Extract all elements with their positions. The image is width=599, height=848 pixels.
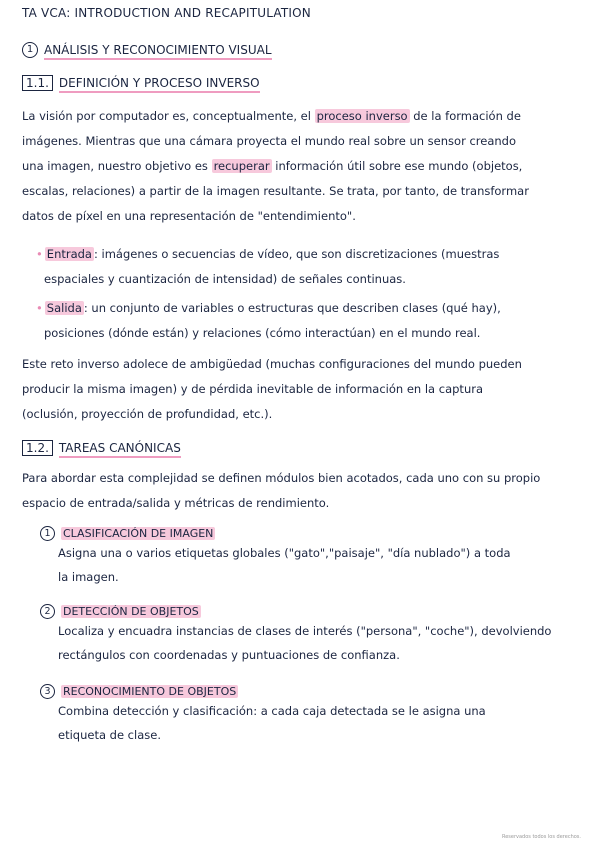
intro-paragraph [22, 104, 529, 229]
highlight-text: recuperar [213, 159, 270, 173]
task-item [40, 684, 486, 747]
subsection-number: 1.1. [22, 75, 53, 91]
subsection-heading-1-1 [22, 75, 260, 91]
task-line: Localiza y encuadra instancias de clases de interés ("persona", "coche"), devolviendo [58, 624, 552, 638]
task-line: Combina detección y clasificación: a cada caja detectada se le asigna una [58, 704, 486, 718]
bullet-input: • Entrada : imágenes o secuencias de vídeo, que son discretizaciones (muestras espaciales y cuantización de intensidad) de señales continuas. [36, 242, 499, 292]
bullet-term: Salida [46, 301, 82, 315]
tasks-intro-paragraph [22, 466, 540, 516]
tasks-intro-line: espacio de entrada/salida y métricas de rendimiento. [22, 496, 330, 510]
section-heading [22, 42, 272, 58]
bullet-dot-icon: • [36, 301, 43, 315]
task-item [40, 604, 551, 667]
bullet-term: Entrada [46, 247, 92, 261]
bullet-line: espaciales y cuantización de intensidad) de señales continuas. [44, 272, 406, 286]
ambiguity-line: producir la misma imagen) y de pérdida inevitable de información en la captura [22, 382, 484, 396]
task-title: RECONOCIMIENTO DE OBJETOS [63, 684, 237, 698]
intro-line: La visión por computador es, conceptualmente, el proceso inverso de la formación de [22, 109, 521, 123]
tasks-intro-line: Para abordar esta complejidad se definen módulos bien acotados, cada uno con su propio [22, 471, 541, 485]
bullet-dot-icon: • [36, 247, 43, 261]
task-line: la imagen. [58, 570, 119, 584]
subsection-number: 1.2. [22, 440, 53, 456]
task-line: Asigna una o varios etiquetas globales ("gato","paisaje", "día nublado") a toda [58, 546, 511, 560]
task-number: 1 [40, 526, 55, 541]
task-title: CLASIFICACIÓN DE IMAGEN [63, 526, 214, 540]
bullet-line: posiciones (dónde están) y relaciones (cómo interactúan) en el mundo real. [44, 326, 481, 340]
intro-line: escalas, relaciones) a partir de la imagen resultante. Se trata, por tanto, de transformar [22, 184, 529, 198]
section-label: ANÁLISIS Y RECONOCIMIENTO VISUAL [44, 43, 272, 60]
task-number: 2 [40, 604, 55, 619]
task-title: DETECCIÓN DE OBJETOS [63, 604, 199, 618]
footer-text: Reservados todos los derechos. [501, 834, 581, 840]
intro-line: una imagen, nuestro objetivo es recuperar información útil sobre ese mundo (objetos, [22, 159, 523, 173]
subsection-heading-1-2 [22, 440, 181, 456]
task-line: rectángulos con coordenadas y puntuaciones de confianza. [58, 648, 400, 662]
ambiguity-paragraph [22, 352, 522, 427]
ambiguity-line: (oclusión, proyección de profundidad, etc.). [22, 407, 273, 421]
page-title: TA VCA: INTRODUCTION AND RECAPITULATION [22, 6, 311, 20]
intro-line: imágenes. Mientras que una cámara proyecta el mundo real sobre un sensor creando [22, 134, 516, 148]
subsection-label: DEFINICIÓN Y PROCESO INVERSO [59, 76, 260, 93]
highlight-text: proceso inverso [316, 109, 408, 123]
section-number: 1 [22, 42, 38, 58]
bullet-output: • Salida : un conjunto de variables o estructuras que describen clases (qué hay), posiciones (dónde están) y relaciones (cómo interactúan) en el mundo real. [36, 296, 501, 346]
task-line: etiqueta de clase. [58, 728, 161, 742]
task-number: 3 [40, 684, 55, 699]
subsection-label: TAREAS CANÓNICAS [59, 441, 181, 458]
intro-line: datos de píxel en una representación de "entendimiento". [22, 209, 356, 223]
ambiguity-line: Este reto inverso adolece de ambigüedad (muchas configuraciones del mundo pueden [22, 357, 522, 371]
task-item [40, 526, 511, 589]
